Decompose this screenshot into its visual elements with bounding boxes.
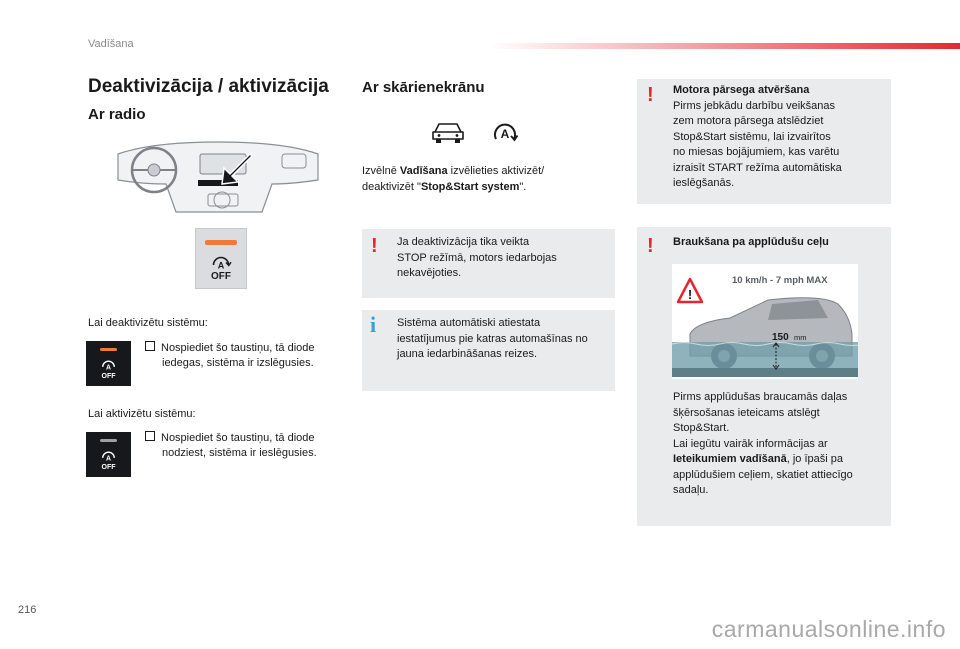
hood-line: Pirms jebkādu darbību veikšanas [673, 99, 836, 112]
auto-stop-icon [491, 119, 519, 147]
info-line: Sistēma automātiski atiestata [397, 317, 541, 329]
text-fragment: Izvēlnē [362, 165, 400, 177]
flood-line-with-reference [673, 452, 853, 468]
subtitle-touchscreen: Ar skārienekrānu [362, 79, 485, 96]
page-number: 216 [18, 604, 37, 616]
off-button-led-off [86, 432, 131, 477]
page-title: Deaktivizācija / aktivizācija [88, 76, 329, 97]
led-off [100, 439, 117, 442]
speed-limit-label: 10 km/h - 7 mph MAX [732, 275, 828, 286]
off-label: OFF [101, 373, 116, 380]
deactivate-step [145, 341, 315, 357]
section-header: Vadīšana [88, 38, 134, 50]
warning-text [397, 235, 557, 282]
activate-intro: Lai aktivizētu sistēmu: [88, 408, 196, 420]
auto-stop-icon [210, 254, 232, 271]
checkbox-icon [145, 431, 155, 441]
checkbox-icon [145, 341, 155, 351]
off-label: OFF [211, 271, 231, 282]
led-indicator-on [205, 240, 237, 245]
flood-line: applūdušiem ceļiem, skatiet attiecīgo [673, 468, 853, 481]
activate-step-line-2: nodziest, sistēma ir ieslēgusies. [162, 447, 317, 459]
activate-step-line-1: Nospiediet šo taustiņu, tā diode [161, 432, 315, 444]
hood-line: zem motora pārsega atslēdziet [673, 115, 824, 127]
svg-text:!: ! [687, 287, 693, 302]
off-label: OFF [101, 464, 116, 471]
warning-line: STOP režīmā, motors iedarbojas [397, 251, 557, 264]
depth-value: 150 [772, 332, 789, 343]
flood-warning-title: Braukšana pa applūdušu ceļu [673, 236, 829, 248]
led-on [100, 348, 117, 351]
flood-line: sadaļu. [673, 484, 709, 496]
watermark: carmanualsonline.info [711, 616, 946, 642]
header-accent-bar [490, 43, 960, 49]
svg-text:A: A [105, 455, 112, 463]
hood-line: ieslēgšanās. [673, 177, 735, 189]
warning-icon: ! [647, 84, 654, 106]
menu-option: Stop&Start system [420, 181, 520, 193]
warning-line: nekavējoties. [397, 267, 462, 279]
off-button-large [195, 228, 247, 289]
svg-text:A: A [217, 260, 225, 271]
flooded-road-illustration [672, 264, 858, 379]
activate-step [145, 431, 315, 447]
auto-stop-icon [100, 449, 117, 463]
flood-line: Lai iegūtu vairāk informācijas ar [673, 437, 828, 450]
info-text [397, 316, 588, 363]
flood-line: šķērsošanas ieteicams atslēgt [673, 406, 820, 419]
hood-line: Stop&Start sistēmu, lai izvairītos [673, 130, 831, 143]
reference-link-text: Ieteikumiem vadīšanā [673, 453, 787, 465]
deactivate-step-line-1: Nospiediet šo taustiņu, tā diode [161, 342, 315, 354]
deactivate-step-line-2: iedegas, sistēma ir izslēgusies. [162, 357, 314, 369]
touchscreen-text-line-2 [362, 180, 526, 196]
text-fragment: izvēlieties aktivizēt/ [447, 165, 545, 177]
info-line: iestatījumus pie katras automašīnas no [397, 332, 588, 345]
off-button-led-on [86, 341, 131, 386]
dashboard-illustration [112, 140, 324, 216]
text-fragment: , jo īpaši pa [786, 453, 843, 465]
warning-icon: ! [647, 235, 654, 257]
hood-line: no miesas bojājumiem, kas varētu [673, 146, 840, 158]
touchscreen-text-line-1 [362, 164, 544, 180]
subtitle-radio: Ar radio [88, 106, 146, 123]
hood-warning-title: Motora pārsega atvēršana [673, 84, 810, 96]
text-fragment: ". [519, 181, 527, 193]
info-line: jauna iedarbināšanas reizes. [397, 348, 538, 360]
flood-line: Pirms applūdušas braucamās daļas [673, 391, 848, 403]
auto-stop-icon [100, 358, 117, 372]
car-driving-icon [430, 120, 466, 146]
warning-icon: ! [371, 235, 378, 257]
flood-warning-text [673, 390, 853, 499]
info-icon: i [370, 312, 377, 337]
flood-line: Stop&Start. [673, 422, 730, 434]
depth-unit: mm [794, 333, 807, 342]
hood-line: izraisīt START režīma automātiska [673, 161, 842, 174]
deactivate-intro: Lai deaktivizētu sistēmu: [88, 317, 208, 329]
hood-warning-text [673, 83, 842, 192]
menu-name: Vadīšana [399, 165, 448, 177]
svg-text:A: A [500, 127, 510, 141]
text-fragment: deaktivizēt " [362, 181, 421, 193]
svg-text:A: A [105, 364, 112, 372]
warning-line: Ja deaktivizācija tika veikta [397, 236, 530, 248]
